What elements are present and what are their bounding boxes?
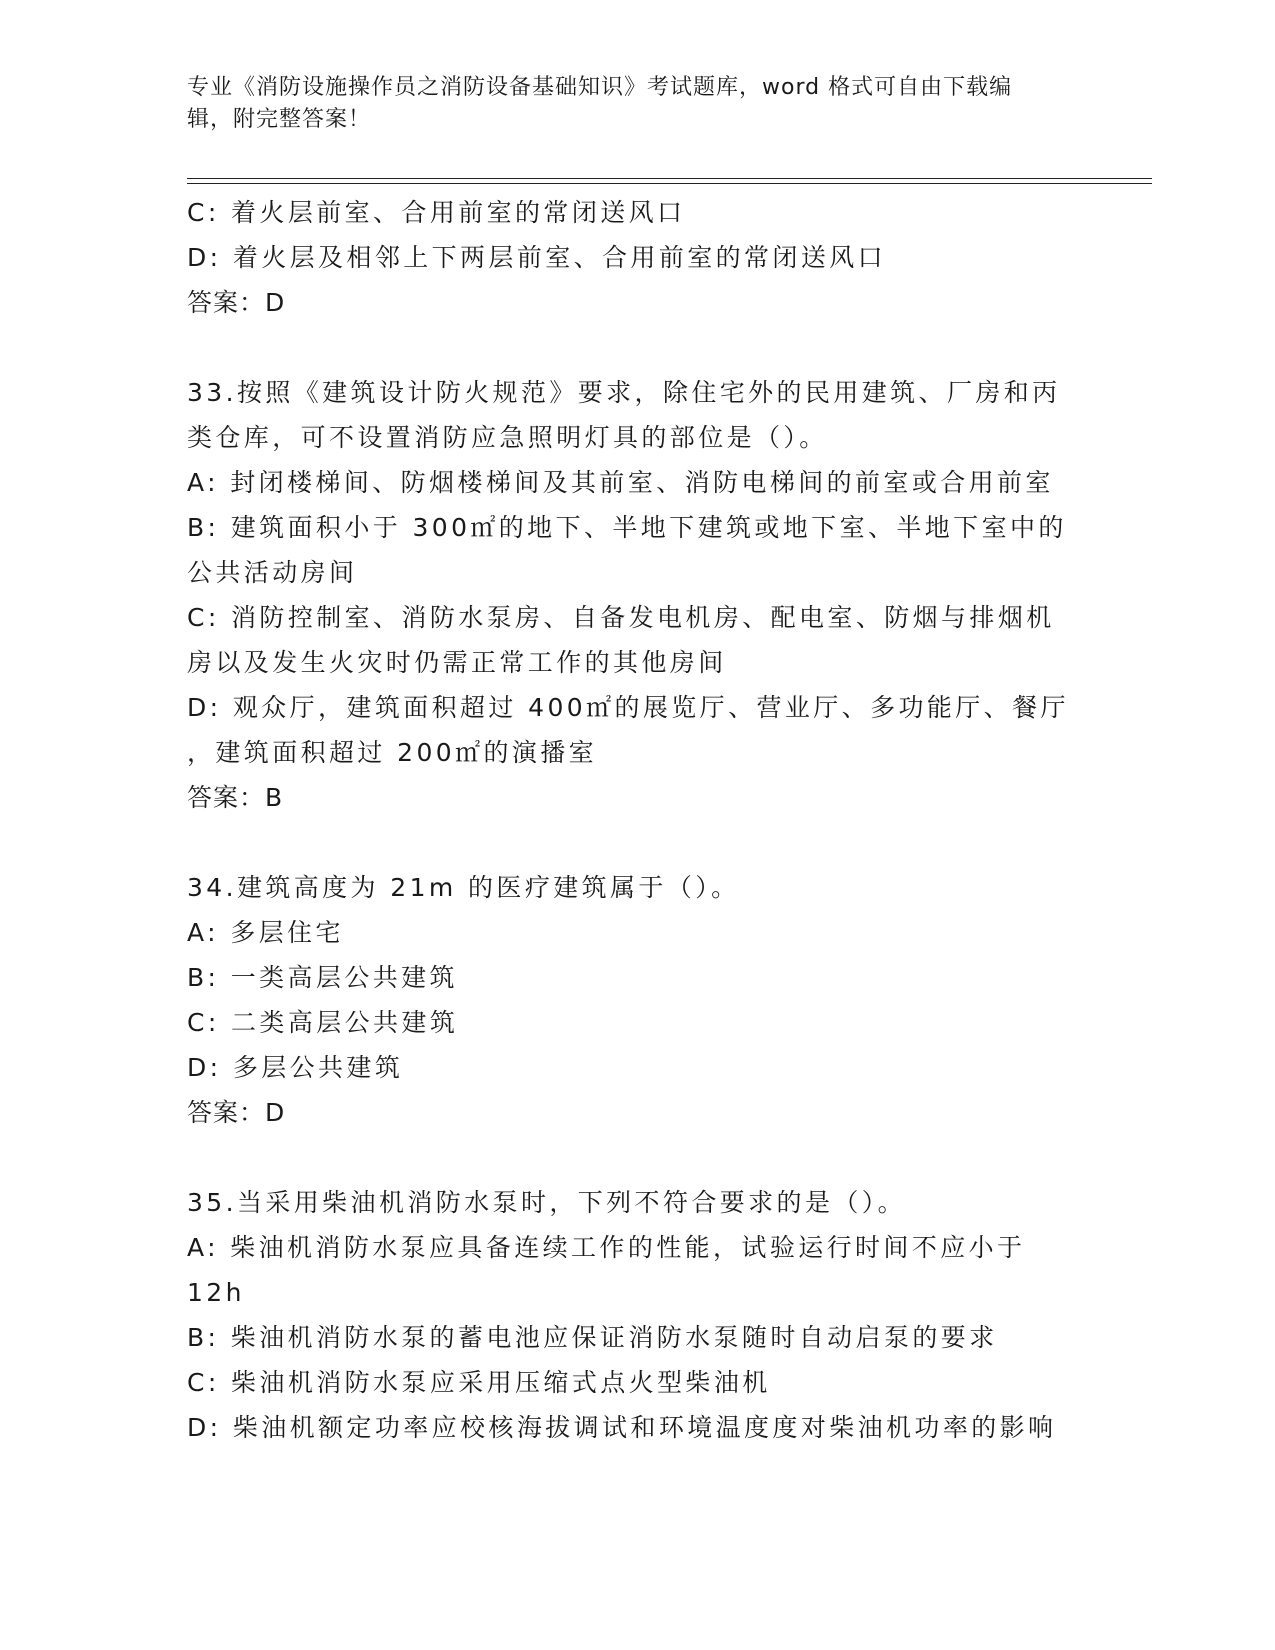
answer: 答案：D: [187, 1098, 286, 1127]
option-d: D: 着火层及相邻上下两层前室、合用前室的常闭送风口: [187, 243, 887, 272]
question-stem: 34.建筑高度为 21m 的医疗建筑属于（）。: [187, 873, 740, 902]
header-line-2: 辑，附完整答案！: [187, 107, 372, 132]
answer: 答案：D: [187, 288, 286, 317]
option-c: C: 柴油机消防水泵应采用压缩式点火型柴油机: [187, 1368, 771, 1397]
question-35: [187, 1180, 1087, 1450]
option-d: D: 柴油机额定功率应校核海拔调试和环境温度度对柴油机功率的影响: [187, 1413, 1057, 1442]
document-header: [187, 72, 1067, 136]
option-b: B: 一类高层公共建筑: [187, 963, 458, 992]
spacer: [187, 1135, 1087, 1180]
option-c: C: 二类高层公共建筑: [187, 1008, 459, 1037]
spacer: [187, 820, 1087, 865]
option-d-continued: ，建筑面积超过 200㎡的演播室: [187, 738, 598, 767]
option-a: A: 多层住宅: [187, 918, 344, 947]
question-34: [187, 865, 1087, 1135]
option-c: C: 消防控制室、消防水泵房、自备发电机房、配电室、防烟与排烟机: [187, 603, 1055, 632]
question-list: [187, 190, 1087, 1450]
option-b-continued: 公共活动房间: [187, 558, 358, 587]
option-d: D: 观众厅，建筑面积超过 400㎡的展览厅、营业厅、多功能厅、餐厅: [187, 693, 1069, 722]
header-divider-bottom: [187, 183, 1152, 184]
question-stem: 35.当采用柴油机消防水泵时，下列不符合要求的是（）。: [187, 1188, 907, 1217]
question-33: [187, 370, 1087, 820]
option-c: C: 着火层前室、合用前室的常闭送风口: [187, 198, 686, 227]
option-b: B: 建筑面积小于 300㎡的地下、半地下建筑或地下室、半地下室中的: [187, 513, 1067, 542]
header-divider-top: [187, 178, 1152, 179]
option-a: A: 封闭楼梯间、防烟楼梯间及其前室、消防电梯间的前室或合用前室: [187, 468, 1054, 497]
option-c-continued: 房以及发生火灾时仍需正常工作的其他房间: [187, 648, 727, 677]
answer: 答案：B: [187, 783, 284, 812]
spacer: [187, 325, 1087, 370]
question-stem-continued: 类仓库，可不设置消防应急照明灯具的部位是（）。: [187, 423, 828, 452]
question-stem: 33.按照《建筑设计防火规范》要求，除住宅外的民用建筑、厂房和丙: [187, 378, 1061, 407]
question-32-continued: [187, 190, 1087, 325]
option-d: D: 多层公共建筑: [187, 1053, 404, 1082]
header-line-1: 专业《消防设施操作员之消防设备基础知识》考试题库，word 格式可自由下载编: [187, 75, 1013, 100]
option-a-continued: 12h: [187, 1278, 245, 1307]
option-a: A: 柴油机消防水泵应具备连续工作的性能，试验运行时间不应小于: [187, 1233, 1026, 1262]
option-b: B: 柴油机消防水泵的蓄电池应保证消防水泵随时自动启泵的要求: [187, 1323, 998, 1352]
